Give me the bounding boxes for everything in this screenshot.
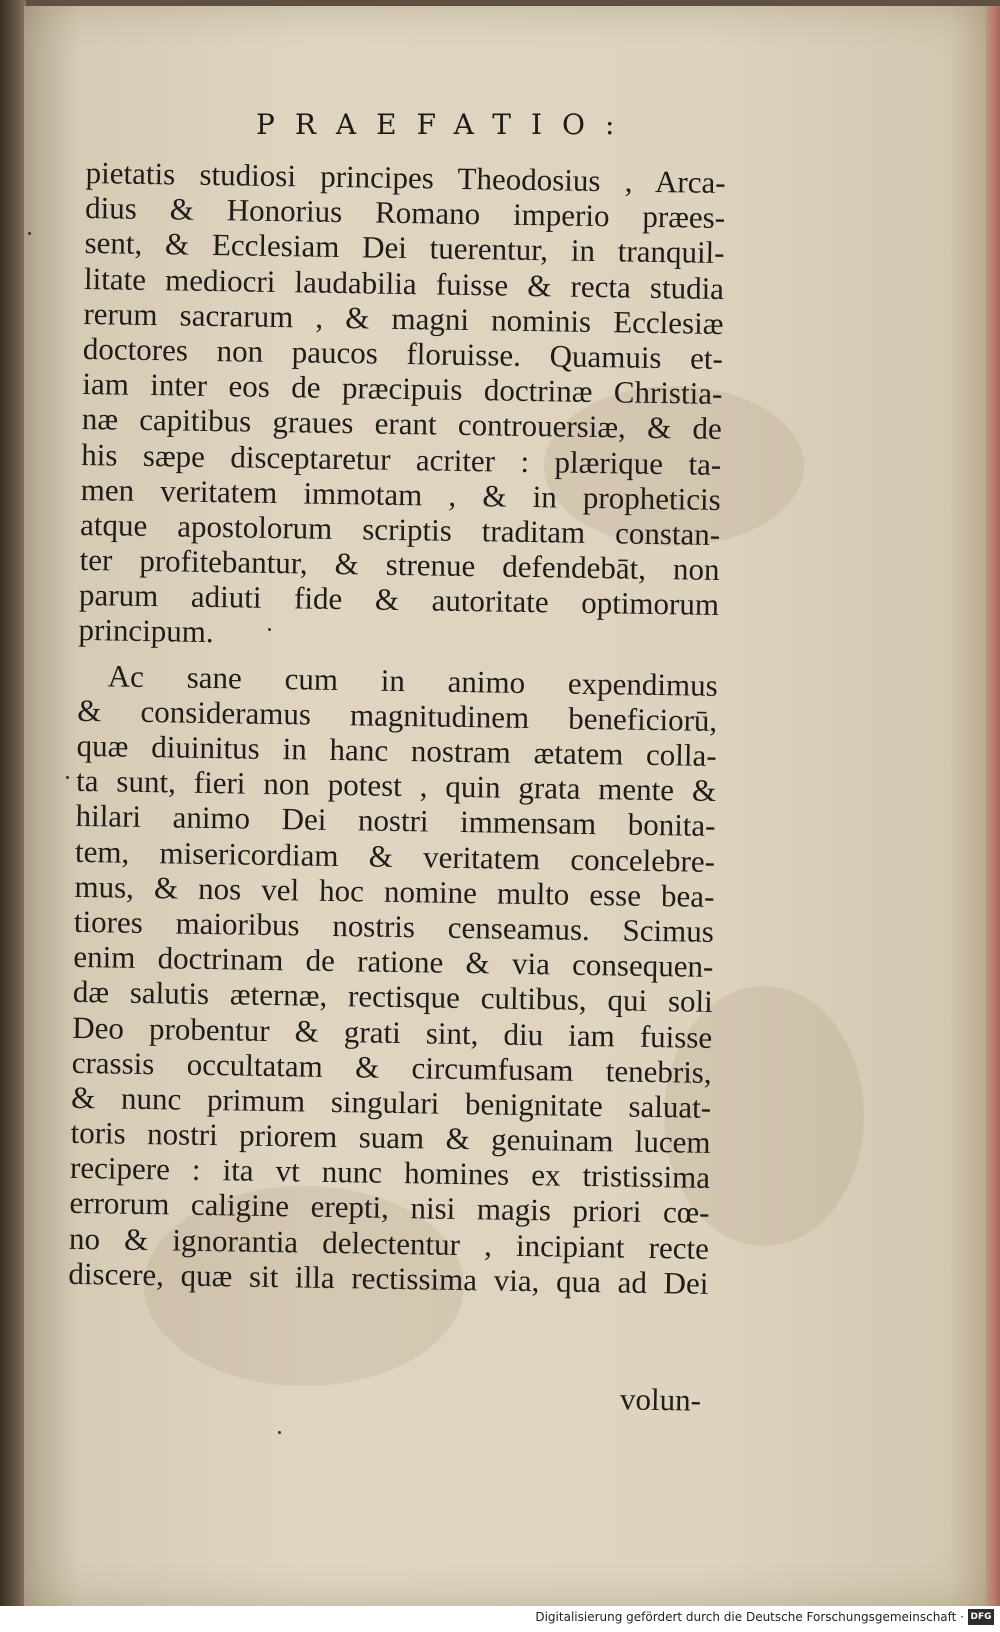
text-line: enim doctrinam de ratione & via consequen- bbox=[73, 939, 714, 985]
text-line: his sæpe disceptaretur acriter : plærique ta- bbox=[81, 436, 722, 482]
text-line: & consideramus magnitudinem beneficiorū, bbox=[77, 692, 718, 738]
text-line: men veritatem immotam , & in propheticis bbox=[80, 471, 721, 517]
text-line: no & ignorantia delectentur , incipiant recte bbox=[68, 1220, 710, 1266]
text-line: toris nostri priorem suam & genuinam lucem bbox=[70, 1114, 711, 1160]
ink-speck bbox=[278, 1431, 281, 1434]
text-line: næ capitibus graues erant controuersiæ, & de bbox=[81, 401, 723, 447]
catchword: volun- bbox=[619, 1381, 702, 1418]
text-line: principum. bbox=[78, 612, 214, 650]
text-line: litate mediocri laudabilia fuisse & recta studia bbox=[83, 260, 725, 306]
text-line: sent, & Ecclesiam Dei tuerentur, in tranquil- bbox=[84, 225, 725, 271]
page-edge-right bbox=[986, 6, 1000, 1606]
text-line: atque apostolorum scriptis traditam constan- bbox=[79, 506, 721, 552]
paragraph-2 bbox=[68, 658, 718, 1301]
text-line: ta sunt, fieri non potest , quin grata mente & bbox=[75, 763, 717, 809]
ink-speck bbox=[28, 232, 31, 235]
text-line: doctores non paucos floruisse. Quamuis et- bbox=[82, 330, 724, 376]
text-line: dius & Honorius Romano imperio præes- bbox=[84, 190, 726, 236]
text-line: crassis occultatam & circumfusam tenebris, bbox=[71, 1044, 712, 1090]
dfg-logo-icon: DFG bbox=[968, 1609, 994, 1625]
digitization-credit: Digitalisierung gefördert durch die Deutsche Forschungsgemeinschaft · bbox=[535, 1610, 964, 1624]
text-line: rerum sacrarum , & magni nominis Ecclesiæ bbox=[83, 295, 724, 341]
text-line: Ac sane cum in animo expendimus bbox=[107, 658, 719, 703]
text-line: iam inter eos de præcipuis doctrinæ Christia- bbox=[82, 366, 723, 412]
body-text bbox=[68, 155, 726, 1301]
text-line: & nunc primum singulari benignitate saluat- bbox=[70, 1079, 712, 1125]
text-line: discere, quæ sit illa rectissima via, qua ad Dei bbox=[68, 1255, 709, 1301]
text-line: mus, & nos vel hoc nomine multo esse bea- bbox=[74, 868, 715, 914]
text-line: pietatis studiosi principes Theodosius , Arca- bbox=[85, 155, 726, 201]
text-line: parum adiuti fide & autoritate optimorum bbox=[78, 577, 720, 623]
running-head: PRAEFATIO: bbox=[256, 108, 635, 141]
ink-speck bbox=[66, 776, 69, 779]
text-line: dæ salutis æternæ, rectisque cultibus, qui soli bbox=[72, 974, 714, 1020]
text-line: hilari animo Dei nostri immensam bonita- bbox=[75, 798, 716, 844]
text-line: recipere : ita vt nunc homines ex tristissima bbox=[69, 1150, 711, 1196]
text-line: Deo probentur & grati sint, diu iam fuisse bbox=[72, 1009, 713, 1055]
text-line: errorum caligine erepti, nisi magis priori cœ- bbox=[69, 1185, 710, 1231]
paragraph-1 bbox=[78, 155, 726, 658]
text-line: tiores maioribus nostris censeamus. Scimus bbox=[73, 903, 715, 949]
text-line: ter profitebantur, & strenue defendebāt, non bbox=[79, 542, 720, 588]
book-binding-edge bbox=[0, 0, 26, 1632]
text-line: quæ diuinitus in hanc nostram ætatem colla- bbox=[76, 727, 717, 773]
text-line: tem, misericordiam & veritatem concelebre- bbox=[74, 833, 716, 879]
